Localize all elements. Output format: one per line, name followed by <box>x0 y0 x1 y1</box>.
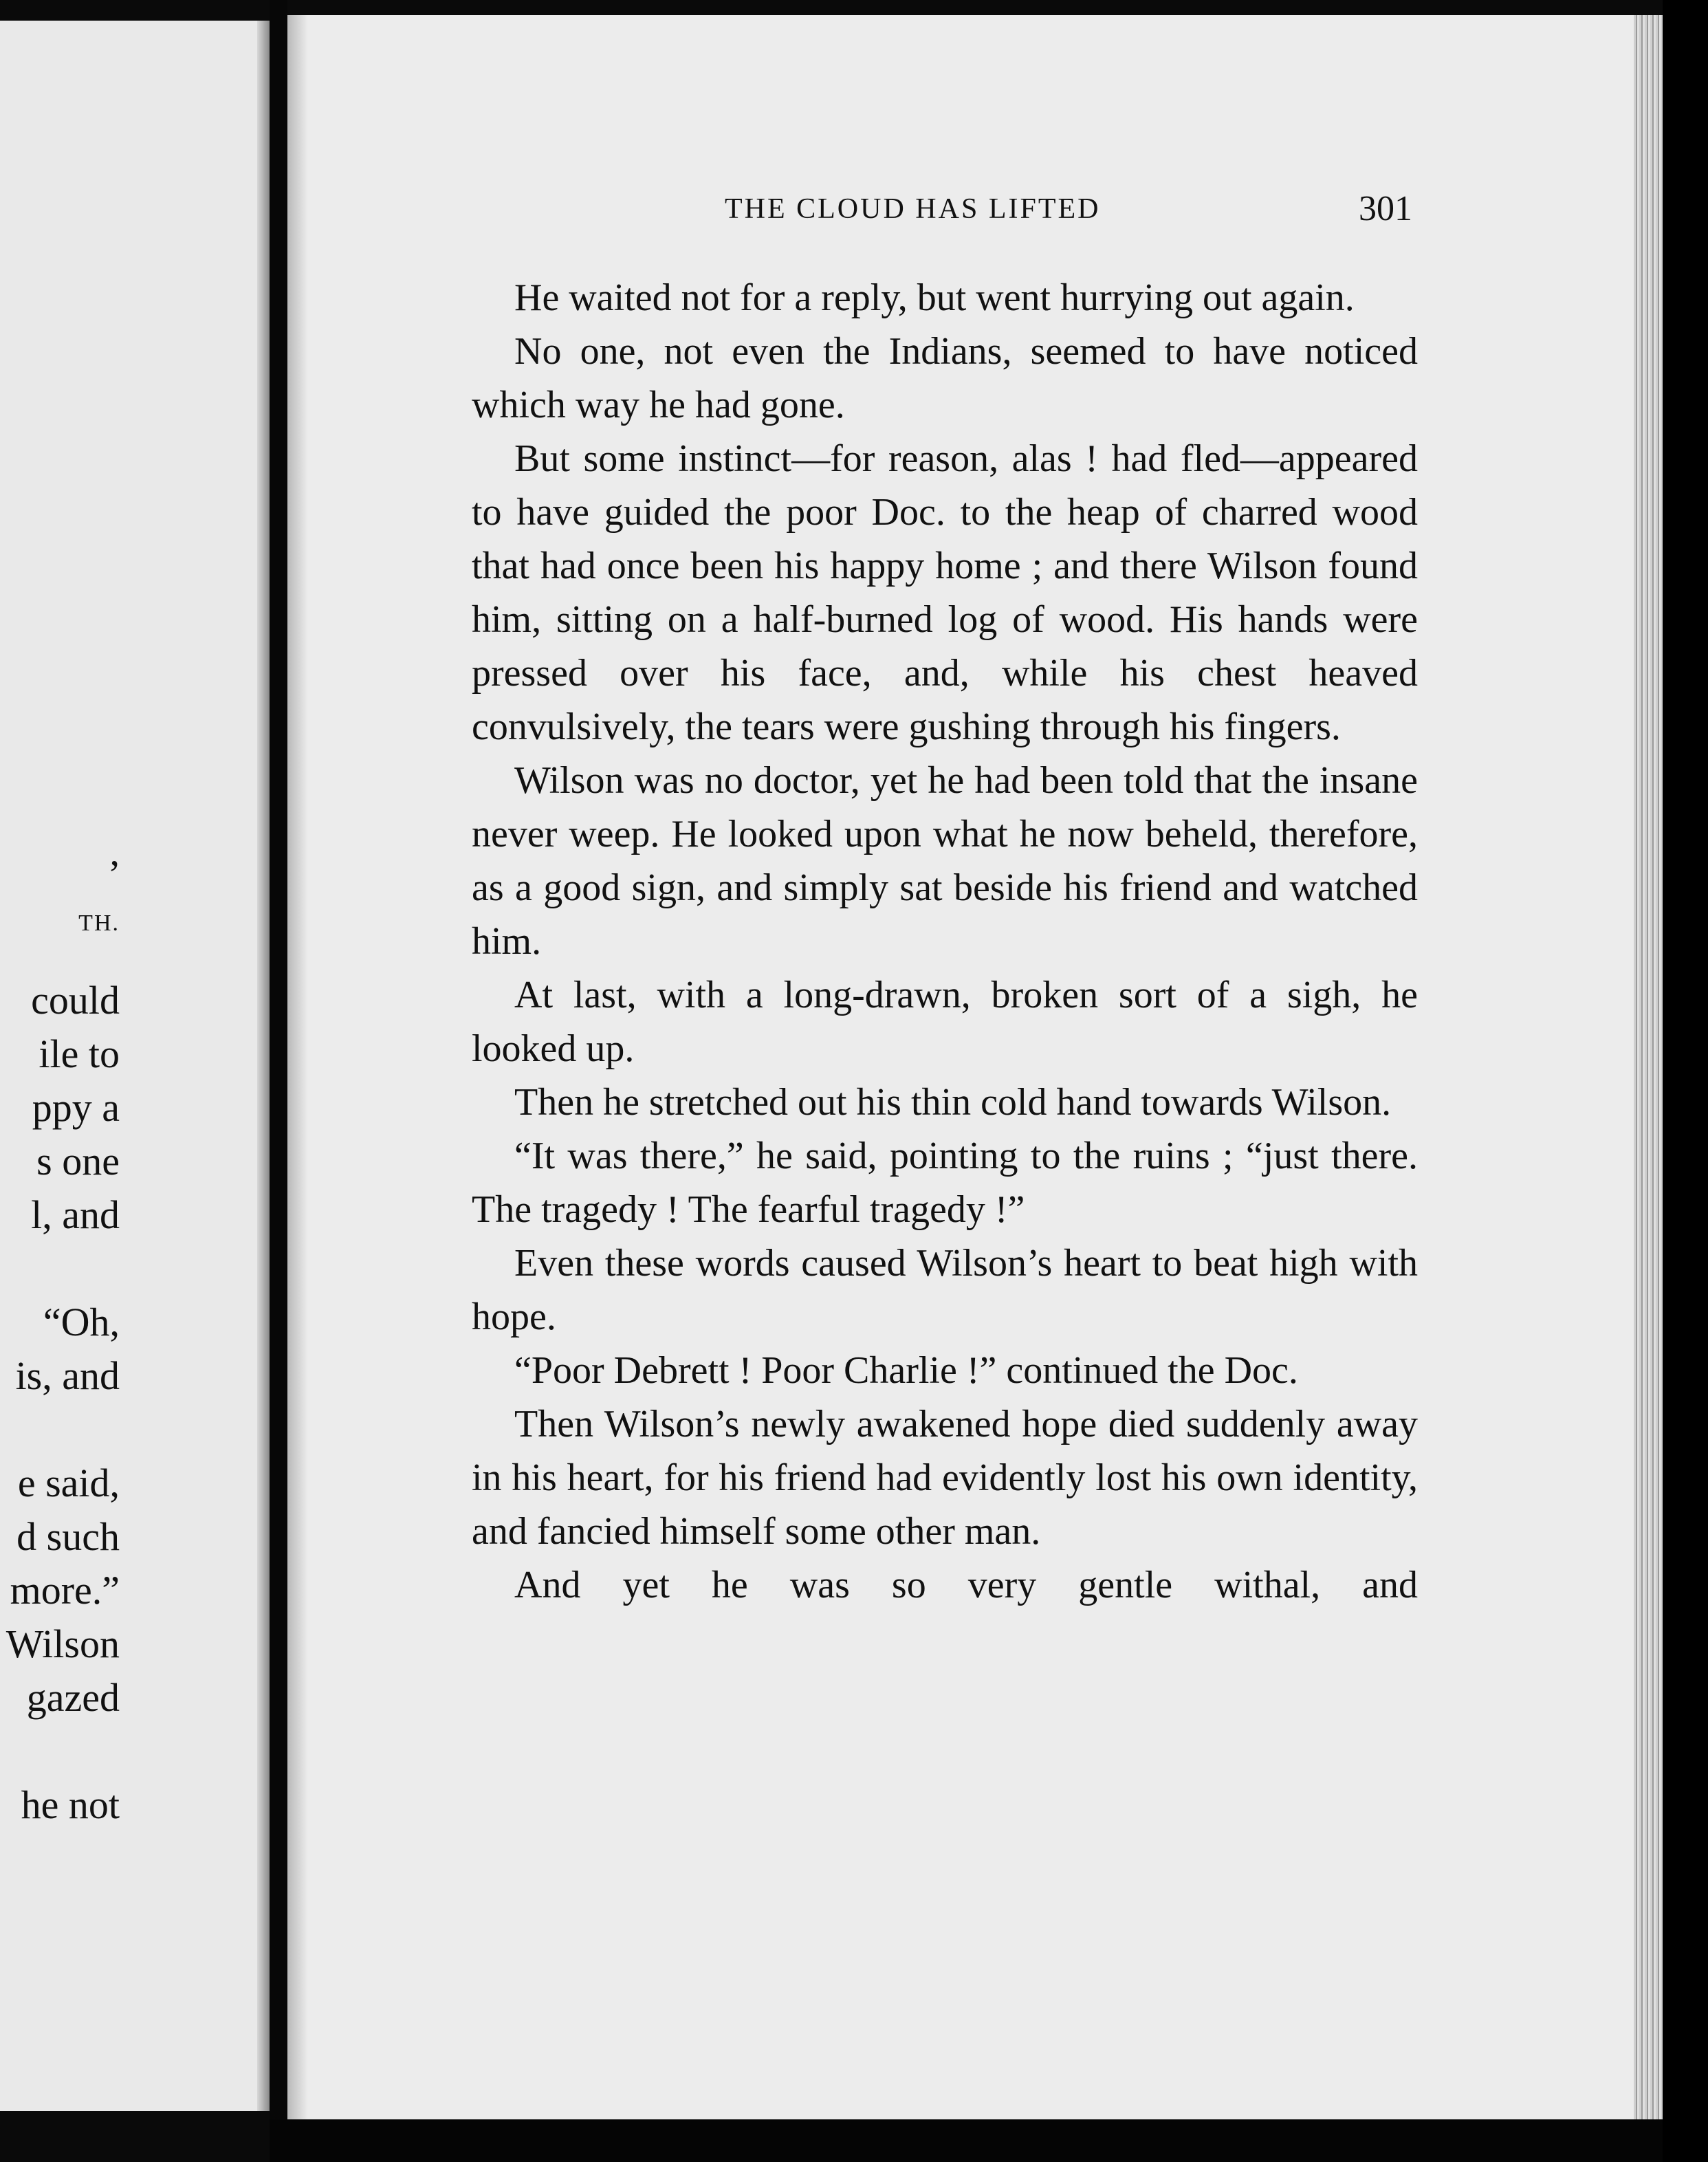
scanner-right-edge <box>1663 0 1708 2162</box>
scanner-bottom-edge <box>270 2119 1708 2162</box>
previous-page-fragment <box>0 21 270 2111</box>
paragraph: No one, not even the Indians, seemed to have noticed which way he had gone. <box>472 330 1418 426</box>
left-page-line: TH. <box>78 910 120 936</box>
left-page-line: e said, <box>17 1461 120 1505</box>
page-gap <box>270 0 287 2162</box>
page-fore-edge <box>1634 15 1663 2119</box>
paragraph: And yet he was so very gentle withal, and <box>514 1564 1418 1606</box>
left-page-line: gazed <box>26 1675 120 1720</box>
left-page-line: could <box>31 978 120 1023</box>
left-page-line: s one <box>36 1139 120 1183</box>
left-page-line: he not <box>21 1782 120 1827</box>
paragraph: “Poor Debrett ! Poor Charlie !” continued the Doc. <box>514 1349 1298 1392</box>
page-body-text <box>472 271 1418 1612</box>
left-page-line: Wilson <box>6 1622 120 1666</box>
paragraph: But some instinct—for reason, alas ! had fled—appeared to have guided the poor Doc. to the heap of charred wood that had once been his happy home ; and there Wilson found him, sitting on a half-burned log of wood. His hands were pressed over his face, and, while his chest heaved convulsively, the tears were gushing through his fingers. <box>472 437 1418 748</box>
left-page-line: , <box>109 829 120 874</box>
page-number: 301 <box>1359 189 1412 228</box>
paragraph: Then Wilson’s newly awakened hope died suddenly away in his heart, for his friend had evidently lost his own identity, and fancied himself some other man. <box>472 1403 1418 1553</box>
left-page-line: is, and <box>15 1353 120 1398</box>
gutter-shadow <box>257 21 270 2111</box>
paragraph: Wilson was no doctor, yet he had been told that the insane never weep. He looked upon what he now beheld, therefore, as a good sign, and simply sat beside his friend and watched him. <box>472 759 1418 963</box>
left-page-line: more.” <box>10 1568 120 1613</box>
binding-shadow <box>287 15 308 2119</box>
left-page-line: l, and <box>31 1192 120 1237</box>
paragraph: Even these words caused Wilson’s heart to beat high with hope. <box>472 1242 1418 1338</box>
paragraph: Then he stretched out his thin cold hand towards Wilson. <box>514 1081 1392 1124</box>
paragraph: He waited not for a reply, but went hurrying out again. <box>514 276 1355 319</box>
left-page-line: “Oh, <box>43 1300 120 1344</box>
left-page-line: ile to <box>39 1031 120 1076</box>
paragraph: At last, with a long-drawn, broken sort of a sigh, he looked up. <box>472 974 1418 1070</box>
paragraph: “It was there,” he said, pointing to the ruins ; “just there. The tragedy ! The fearful tragedy !” <box>472 1135 1418 1231</box>
running-head: THE CLOUD HAS LIFTED <box>725 193 1101 225</box>
left-page-line: d such <box>17 1514 120 1559</box>
current-page <box>287 15 1663 2119</box>
left-page-line: ppy a <box>32 1085 120 1130</box>
